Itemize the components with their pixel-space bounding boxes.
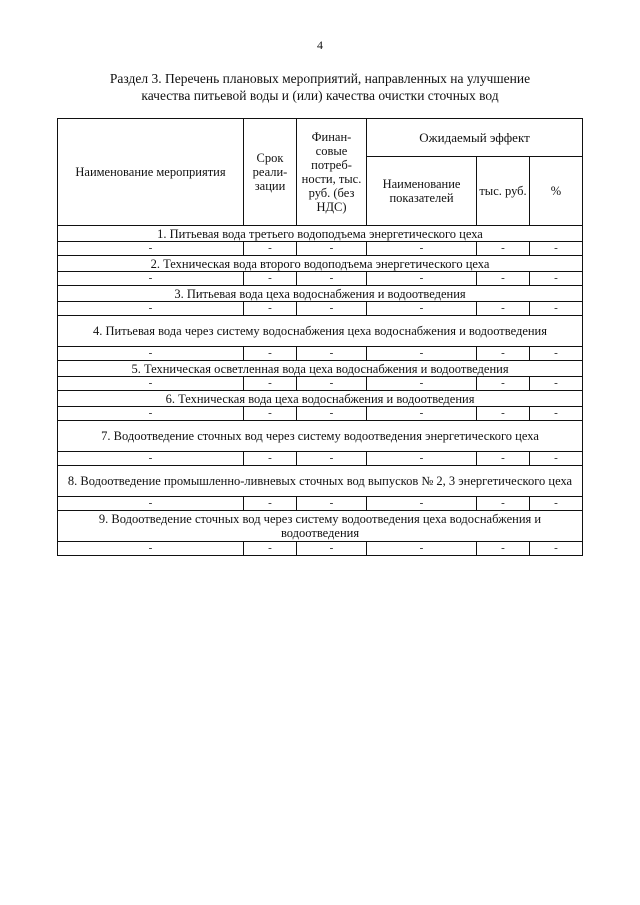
- group-row: [58, 421, 583, 452]
- table-cell: -: [530, 302, 583, 316]
- group-row: [58, 391, 583, 407]
- table-cell: -: [367, 302, 477, 316]
- group-title: 4. Питьевая вода через систему водоснабжения цеха водоснабжения и водоотведения: [58, 316, 583, 347]
- section-title-line-2: качества питьевой воды и (или) качества очистки сточных вод: [141, 88, 499, 103]
- group-title: 6. Техническая вода цеха водоснабжения и водоотведения: [58, 391, 583, 407]
- section-title: [70, 70, 570, 104]
- header-expected-effect: Ожидаемый эффект: [367, 119, 583, 157]
- table-row: [58, 542, 583, 556]
- table-cell: -: [58, 272, 244, 286]
- table-cell: -: [477, 377, 530, 391]
- table-cell: -: [367, 242, 477, 256]
- group-title: 7. Водоотведение сточных вод через систему водоотведения энергетического цеха: [58, 421, 583, 452]
- table-cell: -: [297, 452, 367, 466]
- table-row: [58, 272, 583, 286]
- table-cell: -: [297, 272, 367, 286]
- table-cell: -: [530, 542, 583, 556]
- table-cell: -: [530, 452, 583, 466]
- table-cell: -: [244, 377, 297, 391]
- group-title: 2. Техническая вода второго водоподъема энергетического цеха: [58, 256, 583, 272]
- table-row: [58, 302, 583, 316]
- header-measure-name: Наименование мероприятия: [58, 119, 244, 226]
- plan-measures-table: [57, 118, 583, 556]
- header-thousand-rub: тыс. руб.: [477, 157, 530, 226]
- table-cell: -: [530, 242, 583, 256]
- group-title: 5. Техническая осветленная вода цеха водоснабжения и водоотведения: [58, 361, 583, 377]
- table-cell: -: [58, 242, 244, 256]
- table-cell: -: [477, 452, 530, 466]
- table-cell: -: [367, 407, 477, 421]
- table-cell: -: [297, 407, 367, 421]
- table-cell: -: [58, 347, 244, 361]
- table-cell: -: [477, 347, 530, 361]
- table-row: [58, 242, 583, 256]
- table-row: [58, 347, 583, 361]
- table-cell: -: [297, 377, 367, 391]
- group-row: [58, 511, 583, 542]
- table-cell: -: [530, 377, 583, 391]
- table-cell: -: [58, 407, 244, 421]
- group-title: 8. Водоотведение промышленно-ливневых сточных вод выпусков № 2, 3 энергетического цеха: [58, 466, 583, 497]
- group-row: [58, 256, 583, 272]
- section-title-line-1: Раздел 3. Перечень плановых мероприятий, направленных на улучшение: [109, 71, 531, 86]
- table-cell: -: [530, 347, 583, 361]
- table-cell: -: [367, 377, 477, 391]
- table-cell: -: [244, 242, 297, 256]
- table-row: [58, 407, 583, 421]
- table-cell: -: [367, 347, 477, 361]
- table-cell: -: [297, 242, 367, 256]
- table-cell: -: [244, 347, 297, 361]
- table-row: [58, 452, 583, 466]
- table-row: [58, 497, 583, 511]
- table-cell: -: [244, 272, 297, 286]
- table-cell: -: [244, 542, 297, 556]
- table-cell: -: [367, 272, 477, 286]
- table-cell: -: [530, 407, 583, 421]
- group-row: [58, 361, 583, 377]
- table-cell: -: [477, 242, 530, 256]
- table-cell: -: [58, 452, 244, 466]
- table-cell: -: [58, 542, 244, 556]
- table-body: [58, 226, 583, 556]
- group-title: 9. Водоотведение сточных вод через систему водоотведения цеха водоснабжения и водоотведения: [58, 511, 583, 542]
- table-cell: -: [477, 272, 530, 286]
- table-cell: -: [530, 272, 583, 286]
- table-cell: -: [477, 542, 530, 556]
- header-indicator-name: Наименование показателей: [367, 157, 477, 226]
- group-row: [58, 226, 583, 242]
- table-cell: -: [297, 497, 367, 511]
- table-cell: -: [367, 542, 477, 556]
- group-row: [58, 316, 583, 347]
- group-title: 1. Питьевая вода третьего водоподъема энергетического цеха: [58, 226, 583, 242]
- table-cell: -: [58, 377, 244, 391]
- table-cell: -: [477, 497, 530, 511]
- table-row: [58, 377, 583, 391]
- group-row: [58, 286, 583, 302]
- group-row: [58, 466, 583, 497]
- header-percent: %: [530, 157, 583, 226]
- group-title: 3. Питьевая вода цеха водоснабжения и водоотведения: [58, 286, 583, 302]
- table-cell: -: [244, 497, 297, 511]
- table-cell: -: [367, 497, 477, 511]
- page-number: 4: [317, 38, 323, 52]
- table-cell: -: [58, 302, 244, 316]
- table-cell: -: [477, 407, 530, 421]
- table-cell: -: [297, 302, 367, 316]
- table-cell: -: [530, 497, 583, 511]
- header-term: Срок реали-зации: [244, 119, 297, 226]
- table-cell: -: [297, 542, 367, 556]
- table-cell: -: [297, 347, 367, 361]
- table-cell: -: [244, 452, 297, 466]
- table-cell: -: [367, 452, 477, 466]
- table-cell: -: [477, 302, 530, 316]
- table-cell: -: [244, 407, 297, 421]
- header-finance: Финан-совые потреб-ности, тыс. руб. (без НДС): [297, 119, 367, 226]
- table-cell: -: [244, 302, 297, 316]
- table-cell: -: [58, 497, 244, 511]
